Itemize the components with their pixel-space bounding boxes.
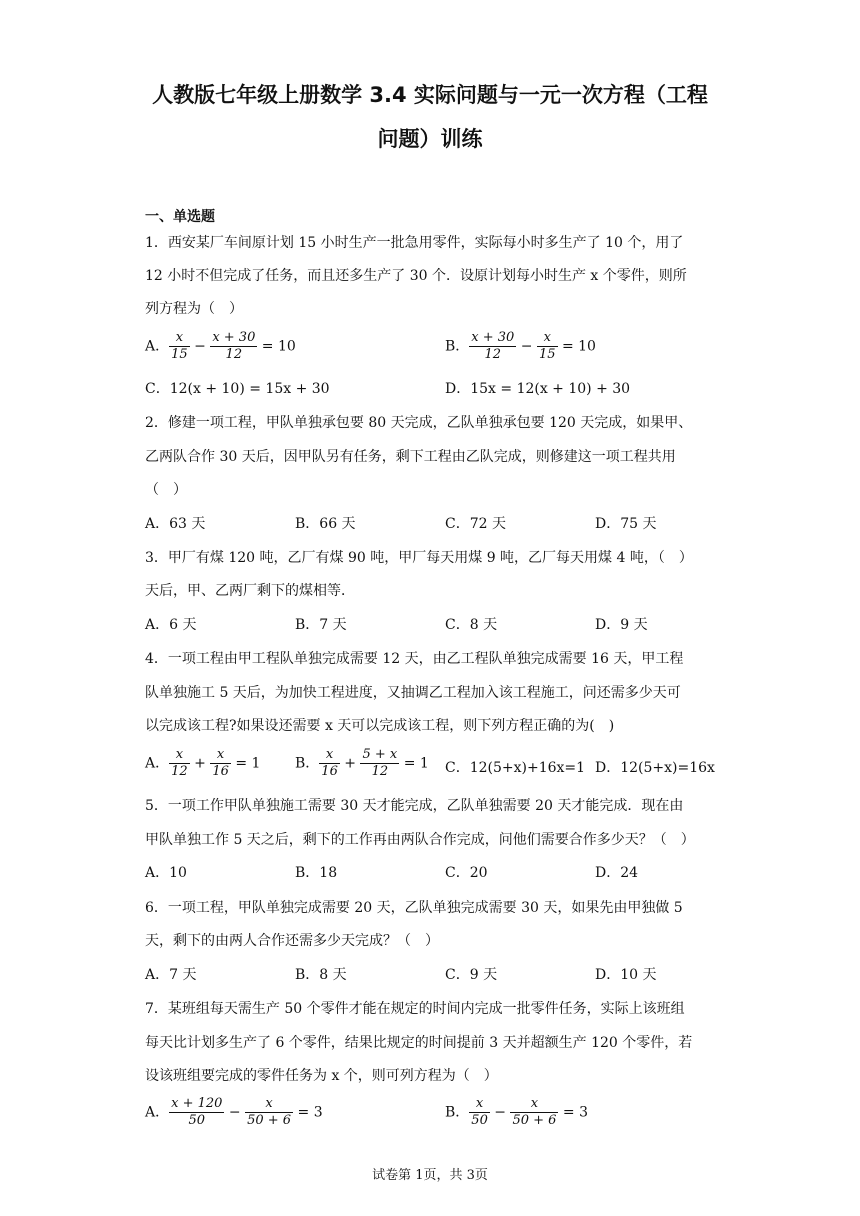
q6-option-a[interactable]: A．7 天: [145, 967, 197, 983]
q2-option-b[interactable]: B．66 天: [295, 516, 356, 532]
q5-line1: 5．一项工作甲队单独施工需要 30 天才能完成，乙队单独需要 20 天才能完成．现在由: [145, 798, 684, 814]
q7-option-b[interactable]: B． $\frac{x}{50}$ − $\frac{x}{50 + 6}$ = 3: [445, 1096, 589, 1128]
q6-line2: 天，剩下的由两人合作还需多少天完成？（ ）: [145, 933, 439, 949]
q1-option-d[interactable]: D．15x = 12(x + 10) + 30: [445, 381, 631, 397]
q4-option-d[interactable]: D．12(5+x)=16x: [595, 760, 715, 776]
q4-option-c[interactable]: C．12(5+x)+16x=1: [445, 760, 586, 776]
q3-option-d[interactable]: D．9 天: [595, 617, 648, 633]
q1-option-a[interactable]: A． $\frac{x}{15}$ − $\frac{x + 30}{12}$ = 10: [145, 330, 296, 362]
q2-option-a[interactable]: A．63 天: [145, 516, 206, 532]
q2-option-c[interactable]: C．72 天: [445, 516, 506, 532]
q3-option-a[interactable]: A．6 天: [145, 617, 197, 633]
page-title-line2: 问题）训练: [377, 127, 483, 151]
q2-line2: 乙两队合作 30 天后，因甲队另有任务，剩下工程由乙队完成，则修建这一项工程共用: [145, 449, 676, 465]
q4-line2: 队单独施工 5 天后，为加快工程进度，又抽调乙工程加入该工程施工，问还需多少天可: [145, 685, 681, 701]
q1-line2: 12 小时不但完成了任务，而且还多生产了 30 个．设原计划每小时生产 x 个零件，则所: [145, 268, 687, 284]
q3-line1: 3．甲厂有煤 120 吨，乙厂有煤 90 吨，甲厂每天用煤 9 吨，乙厂每天用煤 4 吨，（ ）: [145, 550, 693, 566]
q7-line3: 设该班组要完成的零件任务为 x 个，则可列方程为（ ）: [145, 1068, 498, 1084]
q4-line1: 4．一项工程由甲工程队单独完成需要 12 天，由乙工程队单独完成需要 16 天，甲工程: [145, 651, 684, 667]
q7-line2: 每天比计划多生产了 6 个零件，结果比规定的时间提前 3 天并超额生产 120 个零件，若: [145, 1035, 693, 1051]
q4-line3: 以完成该工程?如果设还需要 x 天可以完成该工程，则下列方程正确的为( ): [145, 718, 615, 734]
page-title-line1: 人教版七年级上册数学 3.4 实际问题与一元一次方程（工程: [152, 83, 708, 107]
q3-line2: 天后，甲、乙两厂剩下的煤相等．: [145, 583, 355, 599]
page-footer: 试卷第 1页，共 3页: [372, 1168, 488, 1183]
q5-option-d[interactable]: D．24: [595, 865, 639, 881]
q7-line1: 7．某班组每天需生产 50 个零件才能在规定的时间内完成一批零件任务，实际上该班组: [145, 1001, 685, 1017]
q6-option-d[interactable]: D．10 天: [595, 967, 657, 983]
q6-line1: 6．一项工程，甲队单独完成需要 20 天，乙队单独完成需要 30 天，如果先由甲独做 5: [145, 900, 683, 916]
q4-option-a[interactable]: A． $\frac{x}{12}$ + $\frac{x}{16}$ = 1: [145, 747, 261, 779]
q5-option-c[interactable]: C．20: [445, 865, 488, 881]
q2-option-d[interactable]: D．75 天: [595, 516, 657, 532]
q2-line3: （ ）: [145, 482, 187, 498]
q7-option-a[interactable]: A． $\frac{x + 120}{50}$ − $\frac{x}{50 + 6}$ = 3: [145, 1096, 323, 1128]
section-heading: 一、单选题: [145, 209, 215, 225]
q2-line1: 2．修建一项工程，甲队单独承包要 80 天完成，乙队单独承包要 120 天完成，如果甲、: [145, 415, 693, 431]
q6-option-b[interactable]: B．8 天: [295, 967, 347, 983]
q6-option-c[interactable]: C．9 天: [445, 967, 498, 983]
q5-option-b[interactable]: B．18: [295, 865, 338, 881]
q1-option-c[interactable]: C．12(x + 10) = 15x + 30: [145, 381, 330, 397]
q3-option-b[interactable]: B．7 天: [295, 617, 347, 633]
q1-option-b[interactable]: B． $\frac{x + 30}{12}$ − $\frac{x}{15}$ = 10: [445, 330, 596, 362]
q5-line2: 甲队单独工作 5 天之后，剩下的工作再由两队合作完成，问他们需要合作多少天？（ ）: [145, 832, 695, 848]
q5-option-a[interactable]: A．10: [145, 865, 187, 881]
q1-line1: 1．西安某厂车间原计划 15 小时生产一批急用零件，实际每小时多生产了 10 个，用了: [145, 235, 684, 251]
q3-option-c[interactable]: C．8 天: [445, 617, 498, 633]
q1-line3: 列方程为（ ）: [145, 301, 243, 317]
q4-option-b[interactable]: B． $\frac{x}{16}$ + $\frac{5 + x}{12}$ = 1: [295, 747, 429, 779]
